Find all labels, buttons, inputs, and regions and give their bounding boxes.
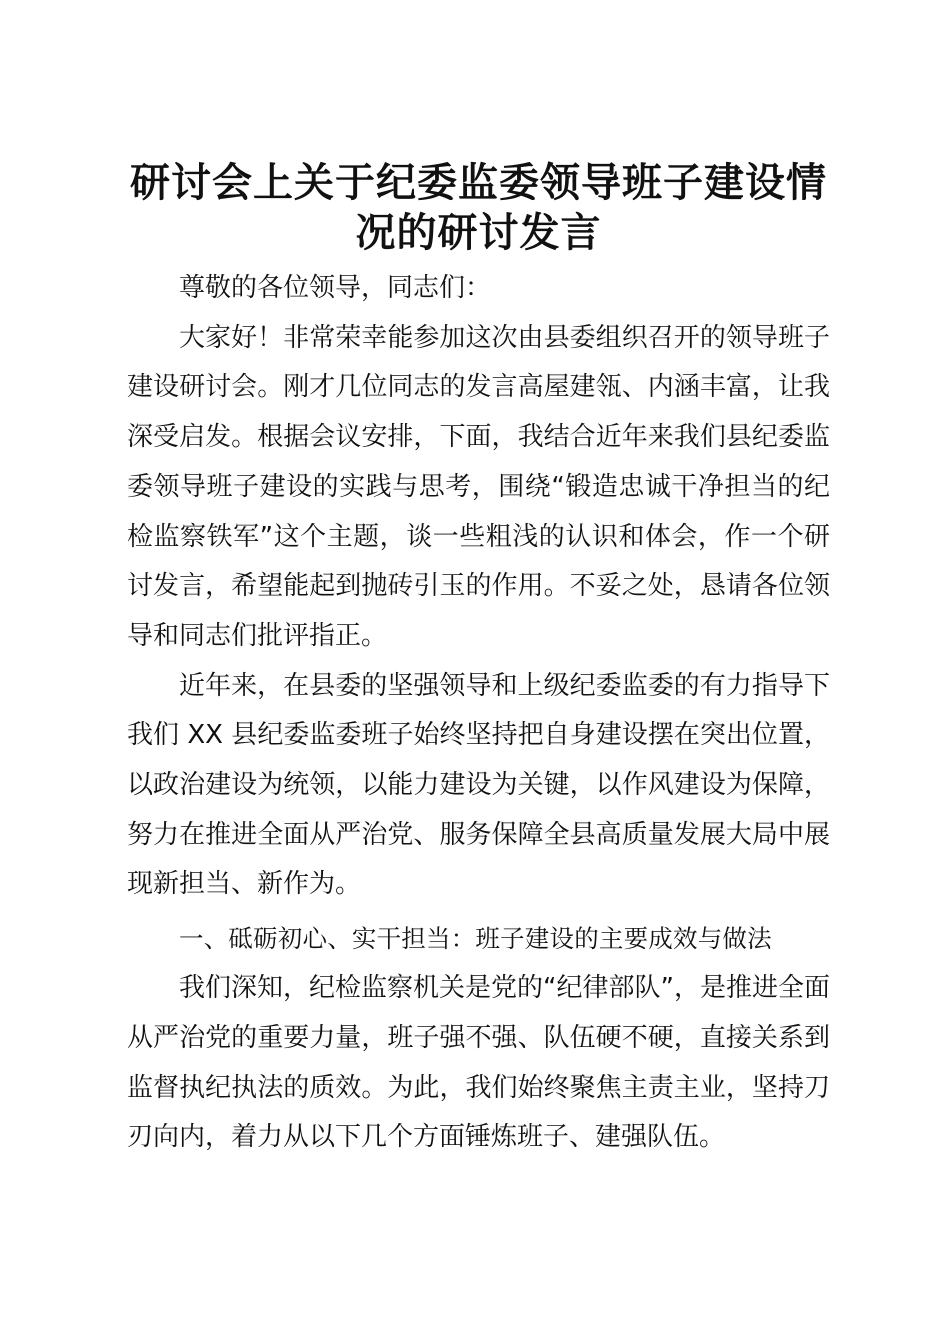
document-title: 研讨会上关于纪委监委领导班子建设情况的研讨发言 [130, 160, 827, 256]
body-paragraph-1: 大家好！非常荣幸能参加这次由县委组织召开的领导班子建设研讨会。刚才几位同志的发言高屋建瓴、内涵丰富，让我深受启发。根据会议安排，下面，我结合近年来我们县纪委监委领导班子建设的实践与思考，围绕“锻造忠诚干净担当的纪检监察铁军”这个主题，谈一些粗浅的认识和体会，作一个研讨发言，希望能起到抛砖引玉的作用。不妥之处，恳请各位领导和同志们批评指正。 [127, 322, 830, 651]
section-heading: 一、砥砺初心、实干担当：班子建设的主要成效与做法 [179, 924, 772, 954]
greeting: 尊敬的各位领导，同志们： [179, 273, 492, 303]
section-paragraph: 我们深知，纪检监察机关是党的“纪律部队”，是推进全面从严治党的重要力量，班子强不强、队伍硬不硬，直接关系到监督执纪执法的质效。为此，我们始终聚焦主责主业，坚持刀刃向内，着力从以下几个方面锤炼班子、建强队伍。 [127, 973, 830, 1153]
body-paragraph-2: 近年来，在县委的坚强领导和上级纪委监委的有力指导下我们 XX 县纪委监委班子始终坚持把自身建设摆在突出位置，以政治建设为统领，以能力建设为关键，以作风建设为保障，努力在推进全面从严治党、服务保障全县高质量发展大局中展现新担当、新作为。 [127, 670, 830, 900]
